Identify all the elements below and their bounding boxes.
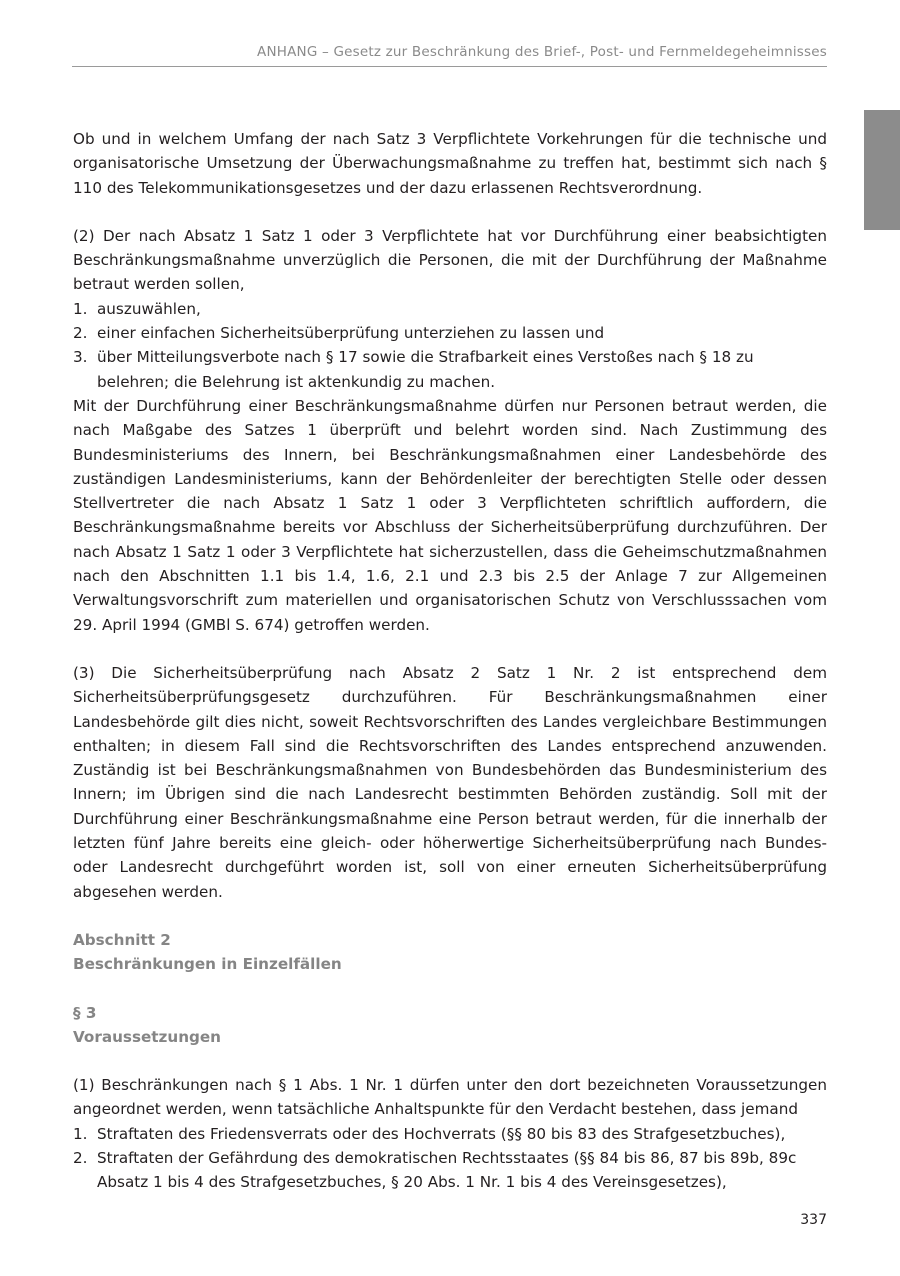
list-item-text: auszuwählen,: [97, 299, 201, 318]
paragraph-s3-list: [73, 1122, 827, 1195]
list-item-text: einer einfachen Sicherheitsüberprüfung unterziehen zu lassen und: [97, 324, 605, 343]
paragraph-2-intro: (2) Der nach Absatz 1 Satz 1 oder 3 Verpflichtete hat vor Durchführung einer beabsichtigten Beschränkungsmaßnahme unverzüglich die Personen, die mit der Durchführung der Maßnahme betraut werden sollen,: [73, 226, 827, 294]
list-item: [73, 1122, 827, 1146]
list-item-text: Straftaten der Gefährdung des demokratischen Rechtsstaates (§§ 84 bis 86, 87 bis 89b, 89c Absatz 1 bis 4 des Strafgesetzbuches, § 20 Abs. 1 Nr. 1 bis 4 des Vereinsgesetzes),: [97, 1148, 797, 1192]
page-content: [73, 127, 827, 1195]
paragraph-2-list: [73, 297, 827, 394]
list-item: [73, 345, 827, 394]
list-item-text: Straftaten des Friedensverrats oder des Hochverrats (§§ 80 bis 83 des Strafgesetzbuches),: [97, 1124, 786, 1143]
list-item-number: 2.: [73, 324, 88, 343]
paragraph-intro: Ob und in welchem Umfang der nach Satz 3 Verpflichtete Vorkehrungen für die technische und organisatorische Umsetzung der Überwachungsmaßnahme zu treffen hat, bestimmt sich nach § 110 des Telekommunikationsgesetzes und der dazu erlassenen Rechtsverordnung.: [73, 130, 827, 197]
page-number: 337: [800, 1212, 827, 1228]
list-item: [73, 297, 827, 321]
list-item-number: 1.: [73, 1124, 88, 1143]
paragraph-title: Voraussetzungen: [73, 1027, 221, 1046]
list-item-number: 3.: [73, 348, 88, 367]
list-item-number: 2.: [73, 1148, 88, 1167]
section-label: Abschnitt 2: [73, 930, 171, 949]
section-title: Beschränkungen in Einzelfällen: [73, 955, 342, 974]
paragraph-s3-1: (1) Beschränkungen nach § 1 Abs. 1 Nr. 1 dürfen unter den dort bezeichneten Voraussetzungen angeordnet werden, wenn tatsächliche Anhaltspunkte für den Verdacht bestehen, dass jemand: [73, 1076, 827, 1119]
list-item: [73, 1146, 827, 1195]
list-item-number: 1.: [73, 299, 88, 318]
chapter-tab-marker: [864, 110, 900, 230]
list-item-text: über Mitteilungsverbote nach § 17 sowie die Strafbarkeit eines Verstoßes nach § 18 zu belehren; die Belehrung ist aktenkundig zu machen.: [97, 348, 754, 391]
paragraph-3: (3) Die Sicherheitsüberprüfung nach Absatz 2 Satz 1 Nr. 2 ist entsprechend dem Sicherheitsüberprüfungsgesetz durchzuführen. Für Beschränkungsmaßnahmen einer Landesbehörde gilt dies nicht, soweit Rechtsvorschriften des Landes vergleichbare Bestimmungen enthalten; in diesem Fall sind die Rechtsvorschriften des Landes entsprechend anzuwenden. Zuständig ist bei Beschränkungsmaßnahmen von Bundesbehörden das Bundesministerium des Innern; im Übrigen sind die nach Landesrecht bestimmten Behörden zuständig. Soll mit der Durchführung einer Beschränkungsmaßnahme eine Person betraut werden, für die innerhalb der letzten fünf Jahre bereits eine gleich- oder höherwertige Sicherheitsüberprüfung nach Bundes- oder Landesrecht durchgeführt worden ist, soll von einer erneuten Sicherheitsüberprüfung abgesehen werden.: [73, 663, 827, 901]
list-item: [73, 321, 827, 345]
running-header: ANHANG – Gesetz zur Beschränkung des Brief-, Post- und Fernmeldegeheimnisses: [72, 44, 827, 67]
paragraph-label: § 3: [73, 1003, 97, 1022]
paragraph-2-continuation: Mit der Durchführung einer Beschränkungsmaßnahme dürfen nur Personen betraut werden, die nach Maßgabe des Satzes 1 überprüft und belehrt worden sind. Nach Zustimmung des Bundesministeriums des Innern, bei Beschränkungsmaßnahmen einer Landesbehörde des zuständigen Landesministeriums, kann der Behördenleiter der berechtigten Stelle oder dessen Stellvertreter die nach Absatz 1 Satz 1 oder 3 Verpflichteten schriftlich auffordern, die Beschränkungsmaßnahme bereits vor Abschluss der Sicherheitsüberprüfung durchzuführen. Der nach Absatz 1 Satz 1 oder 3 Verpflichtete hat sicherzustellen, dass die Geheimschutzmaßnahmen nach den Abschnitten 1.1 bis 1.4, 1.6, 2.1 und 2.3 bis 2.5 der Anlage 7 zur Allgemeinen Verwaltungsvorschrift zum materiellen und organisatorischen Schutz von Verschlusssachen vom 29. April 1994 (GMBl S. 674) getroffen werden.: [73, 396, 827, 634]
